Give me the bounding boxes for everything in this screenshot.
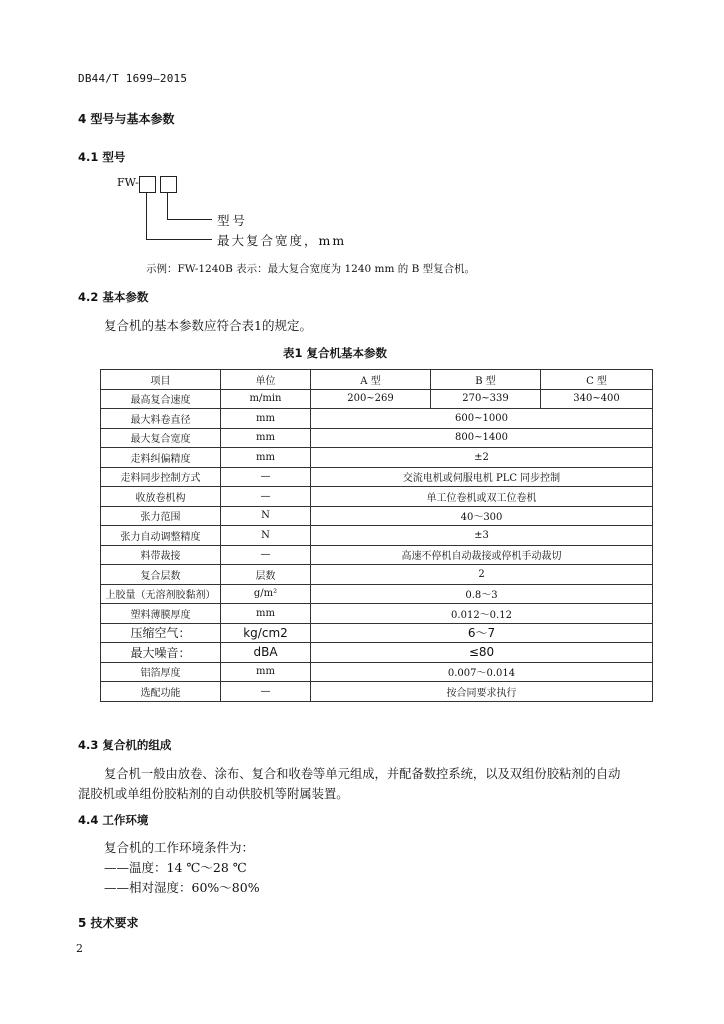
header-cell: 单位 [221,370,311,390]
table-row [101,409,653,429]
table-row [101,506,653,526]
header-cell: C 型 [541,370,653,390]
table-cell: 张力自动调整精度 [101,526,221,546]
section-4-3-para-line1: 复合机一般由放卷、涂布、复合和收卷等单元组成，并配备数控系统，以及双组份胶粘剂的自动 [104,767,621,781]
table-cell: 收放卷机构 [101,487,221,507]
table-row [101,643,653,663]
table-cell: 340~400 [541,389,653,409]
section-4-2-title: 4.2 基本参数 [78,290,149,304]
table-cell: 200~269 [311,389,431,409]
table-cell: 800~1400 [311,428,653,448]
table-cell: 最大噪音： [101,643,221,663]
table-cell: 张力范围 [101,506,221,526]
table-row [101,662,653,682]
model-label: 型号 [217,213,249,228]
header-cell: A 型 [311,370,431,390]
header-cell: 项目 [101,370,221,390]
section-5-title: 5 技术要求 [78,916,139,930]
table-cell: 最高复合速度 [101,389,221,409]
table-cell: 高速不停机自动裁接或停机手动裁切 [311,545,653,565]
table-cell: N [221,506,311,526]
table-cell: — [221,545,311,565]
table-row [101,487,653,507]
table-cell: mm [221,428,311,448]
table-cell: 最大料卷直径 [101,409,221,429]
section-4-2-intro: 复合机的基本参数应符合表1的规定。 [104,318,312,333]
table-cell: ≤80 [311,643,653,663]
model-example: 示例：FW-1240B 表示：最大复合宽度为 1240 mm 的 B 型复合机。 [146,263,476,275]
table-cell: 270~339 [431,389,541,409]
table-row [101,623,653,643]
page-number: 2 [76,942,83,955]
table-cell: 铝箔厚度 [101,662,221,682]
width-label: 最大复合宽度，mm [217,233,347,248]
width-code-box [139,176,156,193]
section-4-3-para-line2: 混胶机或单组份胶粘剂的自动供胶机等附属装置。 [78,787,349,801]
table-cell: 0.8～3 [311,584,653,604]
table-row [101,448,653,468]
basic-parameters-table [100,369,653,702]
model-prefix: FW- [117,176,139,189]
table-cell: 0.007～0.014 [311,662,653,682]
table-cell: 层数 [221,565,311,585]
table-row [101,682,653,702]
table-row [101,565,653,585]
table-cell: 6～7 [311,623,653,643]
table-cell: ±3 [311,526,653,546]
table-cell: 上胶量（无溶剂胶黏剂） [101,584,221,604]
table-cell: 40～300 [311,506,653,526]
section-4-3-title: 4.3 复合机的组成 [78,738,172,752]
table-cell: 按合同要求执行 [311,682,653,702]
width-connector-vertical [146,193,147,239]
table-cell: 复合层数 [101,565,221,585]
table-cell: — [221,682,311,702]
header-cell: B 型 [431,370,541,390]
table-cell: — [221,487,311,507]
table-cell: 选配功能 [101,682,221,702]
table-cell: 料带裁接 [101,545,221,565]
table-cell: 走料纠偏精度 [101,448,221,468]
table-row [101,526,653,546]
table-cell: mm [221,662,311,682]
table-row [101,545,653,565]
table-cell: — [221,467,311,487]
table-header-row [101,370,653,390]
table-cell: kg/cm2 [221,623,311,643]
table-cell: ±2 [311,448,653,468]
table-row [101,467,653,487]
env-item-temperature: ——温度：14 ℃～28 ℃ [104,860,247,875]
section-4-4-intro: 复合机的工作环境条件为： [104,840,255,855]
table-cell: m/min [221,389,311,409]
section-4-4-title: 4.4 工作环境 [78,813,149,827]
table-title: 表1 复合机基本参数 [283,346,388,360]
table-cell: 交流电机或伺服电机 PLC 同步控制 [311,467,653,487]
table-cell: mm [221,448,311,468]
env-item-humidity: ——相对湿度：60%～80% [104,880,260,895]
table-cell: 塑料薄膜厚度 [101,604,221,624]
table-cell: 压缩空气： [101,623,221,643]
table-cell: 走料同步控制方式 [101,467,221,487]
table-row [101,584,653,604]
table-cell: g/m² [221,584,311,604]
document-code: DB44/T 1699—2015 [78,72,188,85]
table-cell: 0.012～0.12 [311,604,653,624]
section-4-title: 4 型号与基本参数 [78,112,175,126]
type-connector-vertical [167,193,168,219]
table-cell: 2 [311,565,653,585]
table-cell: mm [221,409,311,429]
table-cell: N [221,526,311,546]
table-cell: mm [221,604,311,624]
table-row [101,604,653,624]
section-4-1-title: 4.1 型号 [78,150,126,164]
table-row [101,389,653,409]
width-connector-horizontal [146,239,212,240]
type-code-box [160,176,177,193]
table-cell: 单工位卷机或双工位卷机 [311,487,653,507]
table-cell: 最大复合宽度 [101,428,221,448]
table-row [101,428,653,448]
table-cell: dBA [221,643,311,663]
type-connector-horizontal [167,219,212,220]
table-cell: 600~1000 [311,409,653,429]
